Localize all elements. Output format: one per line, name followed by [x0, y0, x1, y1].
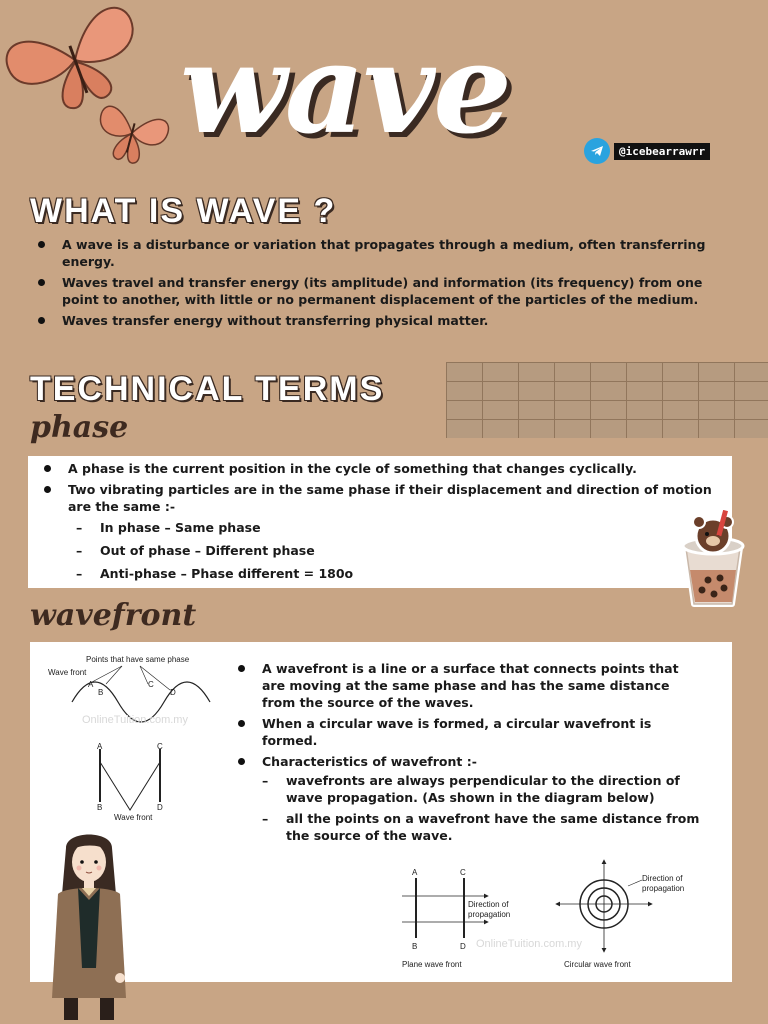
list-item: A phase is the current position in the cycle of something that changes cyclically. — [36, 460, 724, 477]
dash-item: – In phase – Same phase — [36, 519, 724, 536]
point-label: A — [412, 868, 418, 877]
social-handle[interactable] — [584, 138, 710, 164]
list-item: Characteristics of wavefront :- — [230, 753, 700, 770]
point-label: A — [88, 680, 94, 689]
point-label: D — [460, 942, 466, 951]
point-label: D — [170, 688, 176, 697]
dash-item: – Out of phase – Different phase — [36, 542, 724, 559]
point-label: C — [157, 742, 163, 751]
point-label: C — [460, 868, 466, 877]
wavefront-list — [230, 660, 700, 771]
point-label: A — [97, 742, 103, 751]
handle-text: @icebearrawrr — [614, 143, 710, 160]
list-item: When a circular wave is formed, a circular wavefront is formed. — [230, 715, 700, 749]
diagram-top-label: Points that have same phase — [86, 655, 190, 664]
girl-illustration — [44, 828, 134, 1024]
list-item: A wave is a disturbance or variation that propagates through a medium, often transferring energy. — [30, 236, 730, 270]
list-item: Waves travel and transfer energy (its amplitude) and information (its frequency) from one point to another, with little or no permanent displacement of the particles of the medium. — [30, 274, 730, 308]
wavefront-diagram-right — [396, 856, 706, 976]
wavefront-subheading: wavefront — [30, 598, 197, 633]
list-item: Waves transfer energy without transferring physical matter. — [30, 312, 730, 329]
point-label: D — [157, 803, 163, 812]
phase-box — [28, 456, 732, 588]
dash-item: – all the points on a wavefront have the same distance from the source of the wave. — [222, 810, 712, 844]
list-item: Two vibrating particles are in the same phase if their displacement and direction of motion are the same :- — [36, 481, 724, 515]
wavefront-dash-list — [222, 772, 712, 844]
dash-item: – wavefronts are always perpendicular to the direction of wave propagation. (As shown in the diagram below) — [222, 772, 712, 806]
list-item: A wavefront is a line or a surface that connects points that are moving at the same phase and has the same distance from the source of the waves. — [230, 660, 700, 711]
diagram-wave-front-label: Wave front — [48, 668, 87, 677]
what-is-wave-list — [30, 236, 730, 333]
dash-item: – Anti-phase – Phase different = 180o — [36, 565, 724, 582]
point-label: C — [148, 680, 154, 689]
technical-terms-heading: TECHNICAL TERMS — [30, 370, 385, 408]
diagram-bottom-label: Wave front — [114, 813, 153, 822]
phase-list — [36, 460, 724, 515]
direction-label-circular: Direction of — [642, 874, 683, 883]
point-label: B — [412, 942, 418, 951]
plane-caption: Plane wave front — [402, 960, 462, 969]
bubble-tea-bear-sticker — [672, 510, 754, 610]
direction-label-plane: Direction of — [468, 900, 509, 909]
direction-label-circular: propagation — [642, 884, 685, 893]
wave-diagram-graphic — [40, 652, 230, 822]
point-label: B — [98, 688, 104, 697]
grid-tape-decoration — [446, 362, 768, 438]
direction-label-plane: propagation — [468, 910, 511, 919]
circular-caption: Circular wave front — [564, 960, 631, 969]
watermark-text: OnlineTuition.com.my — [82, 714, 188, 726]
point-label: B — [97, 803, 103, 812]
page-title: wave — [180, 17, 511, 162]
phase-subheading: phase — [30, 410, 129, 445]
wavefront-diagram-left — [40, 652, 230, 832]
what-is-wave-heading: WHAT IS WAVE ? — [30, 192, 337, 230]
watermark-text: OnlineTuition.com.my — [476, 938, 582, 950]
telegram-icon — [584, 138, 610, 164]
butterfly-small-icon — [92, 98, 172, 168]
